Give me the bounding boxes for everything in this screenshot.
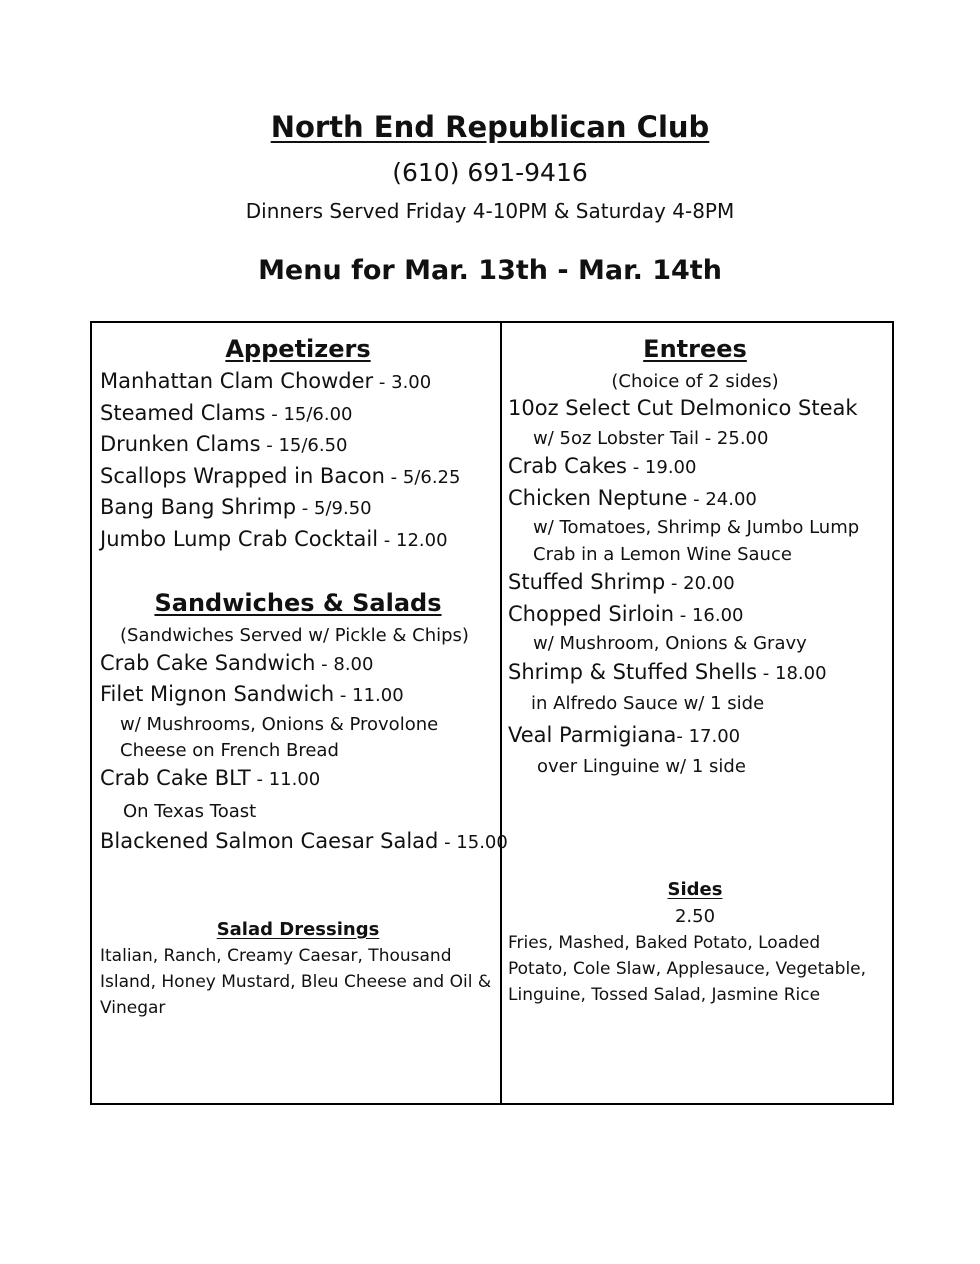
- item-price: - 3.00: [373, 372, 432, 393]
- item-name: Chopped Sirloin: [508, 602, 675, 626]
- entrees-heading: Entrees: [643, 335, 747, 363]
- appetizers-heading: Appetizers: [225, 335, 371, 363]
- column-divider: [500, 323, 502, 1103]
- item-name: Stuffed Shrimp: [508, 570, 666, 594]
- item-name: Crab Cakes: [508, 454, 627, 478]
- dressings-heading: Salad Dressings: [216, 919, 380, 940]
- sandwiches-note: (Sandwiches Served w/ Pickle & Chips): [120, 625, 469, 646]
- item-price: - 16.00: [674, 605, 744, 626]
- club-title: North End Republican Club: [270, 110, 710, 144]
- item-price: - 12.00: [378, 530, 448, 551]
- item-price: - 15/6.50: [260, 435, 348, 456]
- entrees-note: (Choice of 2 sides): [611, 371, 779, 392]
- item-description: w/ Tomatoes, Shrimp & Jumbo Lump: [533, 517, 860, 538]
- menu-item: [100, 432, 348, 456]
- item-name: Manhattan Clam Chowder: [100, 369, 374, 393]
- item-price: - 15/6.00: [265, 404, 353, 425]
- menu-item: [508, 570, 735, 594]
- item-description: w/ 5oz Lobster Tail - 25.00: [533, 428, 769, 449]
- item-name: Bang Bang Shrimp: [100, 495, 297, 519]
- menu-item: [100, 527, 448, 551]
- menu-item: [100, 369, 431, 393]
- item-description: w/ Mushroom, Onions & Gravy: [533, 633, 807, 654]
- item-name: Veal Parmigiana: [508, 723, 677, 747]
- menu-item: [100, 651, 373, 675]
- item-description: over Linguine w/ 1 side: [537, 756, 746, 777]
- menu-item: [100, 682, 404, 706]
- menu-item: [508, 660, 827, 684]
- dressings-list: Italian, Ranch, Creamy Caesar, Thousand Island, Honey Mustard, Bleu Cheese and Oil & Vinegar: [100, 946, 492, 1018]
- menu-item: [508, 486, 757, 510]
- menu-item: [508, 454, 696, 478]
- menu-item: [100, 464, 460, 488]
- item-name: Jumbo Lump Crab Cocktail: [100, 527, 379, 551]
- item-name: Steamed Clams: [100, 401, 266, 425]
- menu-item: [508, 723, 740, 747]
- menu-item: [100, 829, 508, 853]
- phone-number: (610) 691-9416: [392, 158, 588, 187]
- item-description: w/ Mushrooms, Onions & Provolone: [120, 714, 439, 735]
- item-price: - 5/9.50: [296, 498, 372, 519]
- dinner-hours: Dinners Served Friday 4-10PM & Saturday 4-8PM: [245, 199, 735, 223]
- sandwiches-heading: Sandwiches & Salads: [154, 589, 442, 617]
- item-name: Shrimp & Stuffed Shells: [508, 660, 758, 684]
- item-price: - 18.00: [757, 663, 827, 684]
- menu-dates: Menu for Mar. 13th - Mar. 14th: [258, 255, 722, 286]
- item-price: - 15.00: [438, 832, 508, 853]
- item-price: - 5/6.25: [384, 467, 461, 488]
- item-name: Blackened Salmon Caesar Salad: [100, 829, 439, 853]
- item-name: Filet Mignon Sandwich: [100, 682, 335, 706]
- menu-box: [90, 321, 894, 1105]
- sides-list: Fries, Mashed, Baked Potato, Loaded Potato, Cole Slaw, Applesauce, Vegetable, Linguine, Tossed Salad, Jasmine Rice: [508, 933, 867, 1005]
- menu-item: [100, 401, 353, 425]
- item-name: Crab Cake Sandwich: [100, 651, 316, 675]
- item-price: - 11.00: [334, 685, 404, 706]
- item-price: - 17.00: [676, 726, 741, 747]
- item-price: - 11.00: [250, 769, 321, 790]
- item-price: - 19.00: [626, 457, 697, 478]
- sides-heading: Sides: [667, 879, 723, 900]
- item-description: On Texas Toast: [123, 801, 257, 822]
- item-price: - 24.00: [687, 489, 757, 510]
- item-name: Drunken Clams: [100, 432, 261, 456]
- item-name: Scallops Wrapped in Bacon: [100, 464, 385, 488]
- item-price: - 8.00: [315, 654, 374, 675]
- menu-item: [100, 766, 320, 790]
- item-name: 10oz Select Cut Delmonico Steak: [508, 396, 858, 420]
- item-name: Crab Cake BLT: [100, 766, 251, 790]
- item-price: - 20.00: [665, 573, 735, 594]
- menu-item: [508, 396, 858, 420]
- item-description: Cheese on French Bread: [120, 740, 339, 761]
- item-description: Crab in a Lemon Wine Sauce: [533, 544, 792, 565]
- menu-item: [508, 602, 744, 626]
- item-name: Chicken Neptune: [508, 486, 688, 510]
- item-description: in Alfredo Sauce w/ 1 side: [531, 693, 765, 714]
- sides-price: 2.50: [674, 906, 716, 927]
- menu-item: [100, 495, 372, 519]
